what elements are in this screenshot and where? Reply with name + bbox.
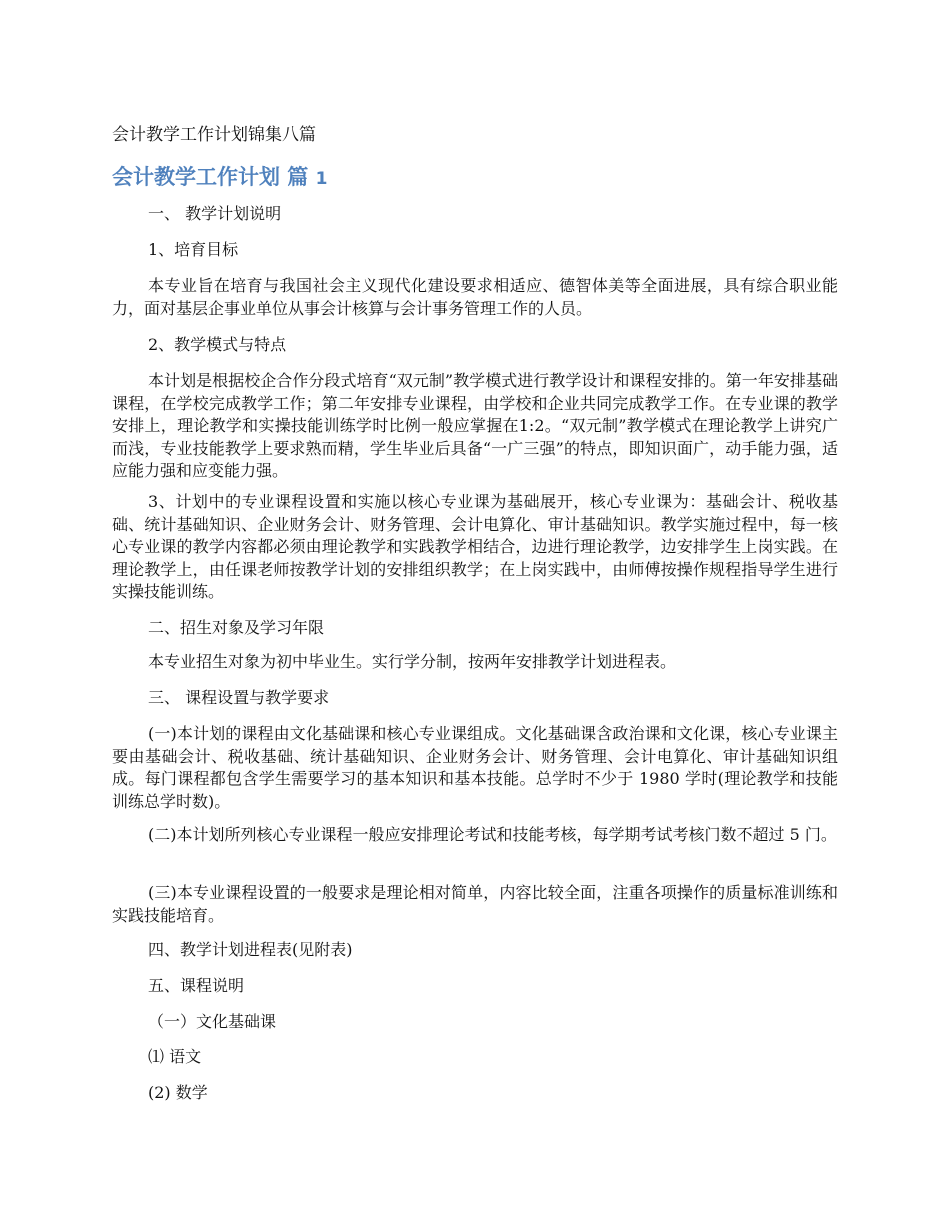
paragraph-curriculum-2: (二)本计划所列核心专业课程一般应安排理论考试和技能考核，每学期考试考核门数不超过 5 门。: [148, 825, 837, 844]
section-heading-text: 会计教学工作计划 篇: [112, 165, 309, 189]
paragraph-cultural-courses: （一）文化基础课: [148, 1012, 277, 1031]
paragraph-chinese: ⑴ 语文: [148, 1047, 202, 1066]
paragraph-curriculum-1: (一)本计划的课程由文化基础课和核心专业课组成。文化基础课含政治课和文化课，核心专业课主要由基础会计、税收基础、统计基础知识、企业财务会计、财务管理、会计电算化、审计基础知识组成。每门课程都包含学生需要学习的基本知识和基本技能。总学时不少于 1980 学时(理论教学和技能训练总学时数)。: [112, 724, 838, 811]
section-heading-number: 1: [315, 169, 328, 189]
paragraph-enrollment: 本专业招生对象为初中毕业生。实行学分制，按两年安排教学计划进程表。: [148, 652, 677, 671]
paragraph-teaching-mode: 本计划是根据校企合作分段式培育“双元制”教学模式进行教学设计和课程安排的。第一年安排基础课程，在学校完成教学工作；第二年安排专业课程，由学校和企业共同完成教学工作。在专业课的教学安排上，理论教学和实操技能训练学时比例一般应掌握在1:2。“双元制”教学模式在理论教学上讲究广而浅，专业技能教学上要求熟而精，学生毕业后具备“一广三强”的特点，即知识面广，动手能力强，适应能力强和应变能力强。: [112, 371, 838, 480]
section-heading: [112, 163, 327, 193]
paragraph-training-goal: 本专业旨在培育与我国社会主义现代化建设要求相适应、德智体美等全面进展，具有综合职业能力，面对基层企事业单位从事会计核算与会计事务管理工作的人员。: [112, 276, 838, 318]
paragraph-course-notes-heading: 五、课程说明: [148, 976, 245, 995]
paragraph-math: (2) 数学: [148, 1083, 208, 1102]
paragraph-teaching-plan-heading: 一、 教学计划说明: [148, 204, 282, 223]
paragraph-curriculum-3: (三)本专业课程设置的一般要求是理论相对简单，内容比较全面，注重各项操作的质量标准训练和实践技能培育。: [112, 883, 838, 925]
paragraph-training-goal-heading: 1、培育目标: [148, 240, 239, 259]
paragraph-core-courses: 3、计划中的专业课程设置和实施以核心专业课为基础展开，核心专业课为：基础会计、税收基础、统计基础知识、企业财务会计、财务管理、会计电算化、审计基础知识。教学实施过程中，每一核心专业课的教学内容都必须由理论教学和实践教学相结合，边进行理论教学，边安排学生上岗实践。在理论教学上，由任课老师按教学计划的安排组织教学；在上岗实践中，由师傅按操作规程指导学生进行实操技能训练。: [112, 492, 838, 601]
paragraph-teaching-mode-heading: 2、教学模式与特点: [148, 335, 287, 354]
document-title: 会计教学工作计划锦集八篇: [112, 125, 316, 145]
paragraph-curriculum-heading: 三、 课程设置与教学要求: [148, 688, 330, 707]
paragraph-schedule-heading: 四、教学计划进程表(见附表): [148, 940, 353, 959]
paragraph-enrollment-heading: 二、招生对象及学习年限: [148, 618, 325, 637]
